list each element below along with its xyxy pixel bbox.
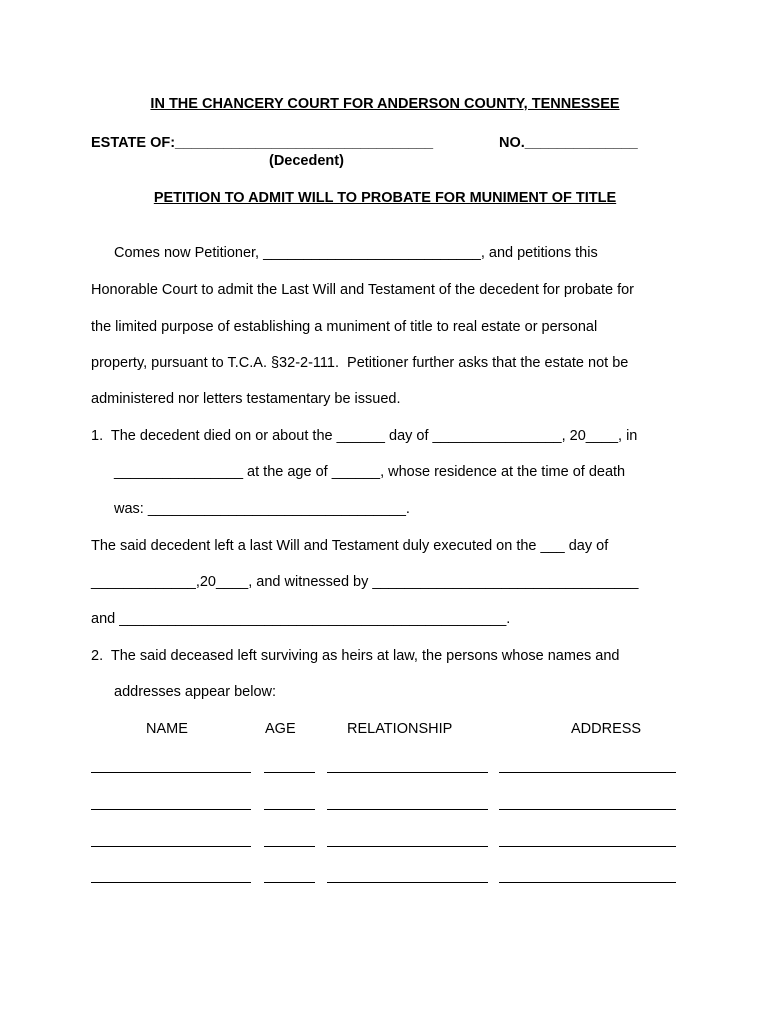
heirs-table-header-address: ADDRESS bbox=[571, 721, 642, 737]
name-blank-line bbox=[91, 772, 251, 773]
age-blank-line bbox=[264, 809, 315, 810]
address-blank-line bbox=[499, 772, 676, 773]
relationship-blank-line bbox=[327, 772, 488, 773]
relationship-blank-line bbox=[327, 809, 488, 810]
item-1-line: 1. The decedent died on or about the ______ day of ________________, 20____, in bbox=[91, 428, 638, 444]
body-paragraph-line: Honorable Court to admit the Last Will and Testament of the decedent for probate for bbox=[91, 282, 634, 298]
document-title: PETITION TO ADMIT WILL TO PROBATE FOR MUNIMENT OF TITLE bbox=[153, 190, 617, 206]
heirs-table-header-relationship: RELATIONSHIP bbox=[347, 721, 453, 737]
item-2-line: 2. The said deceased left surviving as heirs at law, the persons whose names and bbox=[91, 648, 620, 664]
body-paragraph-line: property, pursuant to T.C.A. §32-2-111. Petitioner further asks that the estate not be bbox=[91, 355, 629, 371]
relationship-blank-line bbox=[327, 846, 488, 847]
will-paragraph-line: and ________________________________________________. bbox=[91, 611, 511, 627]
decedent-caption: (Decedent) bbox=[269, 153, 344, 169]
address-blank-line bbox=[499, 846, 676, 847]
estate-of-field: ESTATE OF:________________________________ bbox=[91, 135, 434, 151]
age-blank-line bbox=[264, 846, 315, 847]
heirs-table-header-age: AGE bbox=[265, 721, 296, 737]
heirs-table-header-name: NAME bbox=[146, 721, 188, 737]
name-blank-line bbox=[91, 846, 251, 847]
name-blank-line bbox=[91, 882, 251, 883]
case-number-field: NO.______________ bbox=[499, 135, 638, 151]
name-blank-line bbox=[91, 809, 251, 810]
will-paragraph-line: _____________,20____, and witnessed by _________________________________ bbox=[91, 574, 639, 590]
item-1-line: ________________ at the age of ______, whose residence at the time of death bbox=[114, 464, 626, 480]
relationship-blank-line bbox=[327, 882, 488, 883]
court-heading: IN THE CHANCERY COURT FOR ANDERSON COUNTY, TENNESSEE bbox=[150, 96, 620, 112]
address-blank-line bbox=[499, 809, 676, 810]
will-paragraph-line: The said decedent left a last Will and Testament duly executed on the ___ day of bbox=[91, 538, 609, 554]
body-paragraph-line: administered nor letters testamentary be issued. bbox=[91, 391, 401, 407]
body-paragraph-line: the limited purpose of establishing a muniment of title to real estate or personal bbox=[91, 319, 598, 335]
age-blank-line bbox=[264, 882, 315, 883]
address-blank-line bbox=[499, 882, 676, 883]
item-1-line: was: ________________________________. bbox=[114, 501, 410, 517]
body-paragraph-line: Comes now Petitioner, ___________________________, and petitions this bbox=[114, 245, 598, 261]
item-2-line: addresses appear below: bbox=[114, 684, 277, 700]
age-blank-line bbox=[264, 772, 315, 773]
